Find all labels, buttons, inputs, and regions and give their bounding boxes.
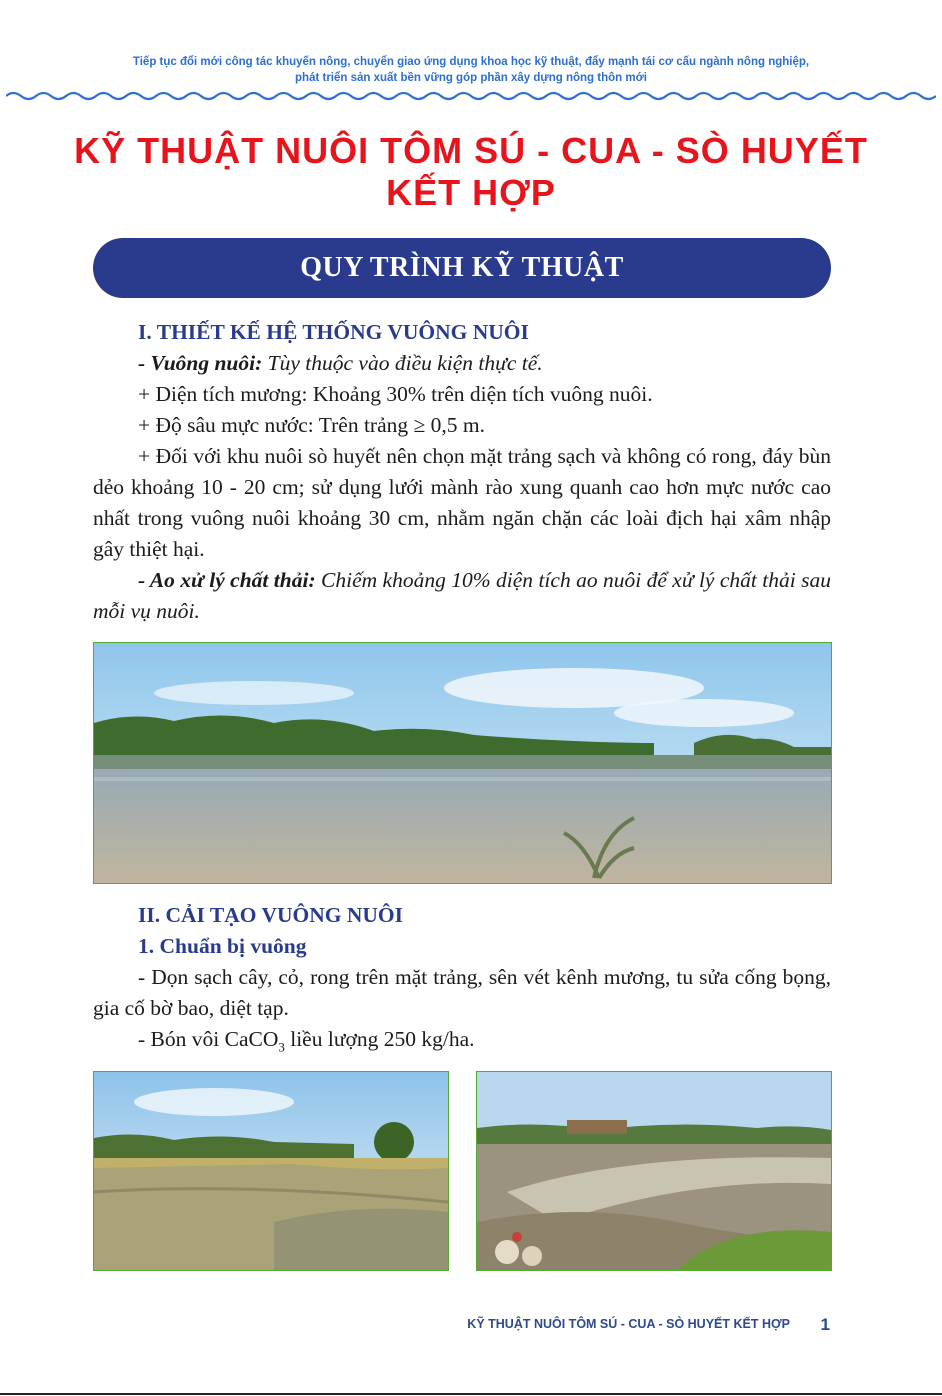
banner-line-2: phát triển sản xuất bền vững góp phần xây dựng nông thôn mới	[295, 72, 647, 84]
page-footer	[467, 1315, 840, 1337]
pond-preparation-photo-right	[476, 1071, 832, 1271]
section-2	[93, 900, 831, 1062]
vuong-nuoi-label: - Vuông nuôi:	[138, 351, 263, 375]
ao-xu-ly-text: Chiếm khoảng 10% diện tích ao nuôi để xử lý chất thải sau mỗi vụ nuôi.	[93, 568, 831, 623]
section-2-heading: II. CẢI TẠO VUÔNG NUÔI	[138, 903, 404, 927]
lime-dose: liều lượng 250 kg/ha.	[284, 1027, 475, 1051]
header-banner	[0, 54, 942, 86]
section-1-para-1	[93, 348, 831, 379]
main-title-line-2: KẾT HỢP	[386, 172, 556, 213]
section-1-para-5	[93, 565, 831, 627]
page-number: 1	[820, 1315, 830, 1334]
section-banner: QUY TRÌNH KỸ THUẬT	[93, 238, 831, 298]
section-2-para-2	[93, 1024, 831, 1062]
lime-subscript: 3	[278, 1039, 285, 1055]
wave-divider	[6, 88, 936, 104]
vuong-nuoi-text: Tùy thuộc vào điều kiện thực tế.	[262, 351, 543, 375]
section-2-para-1: - Dọn sạch cây, cỏ, rong trên mặt trảng, sên vét kênh mương, tu sửa cống bọng, gia cố bờ bao, diệt tạp.	[93, 965, 831, 1020]
pond-photo	[93, 642, 832, 884]
section-2-subheading: 1. Chuẩn bị vuông	[138, 934, 307, 958]
lime-text: - Bón vôi CaCO	[138, 1027, 279, 1051]
main-title-line-1: KỸ THUẬT NUÔI TÔM SÚ - CUA - SÒ HUYẾT	[74, 130, 868, 171]
section-1-para-4: + Đối với khu nuôi sò huyết nên chọn mặt trảng sạch và không có rong, đáy bùn dẻo khoảng 10 - 20 cm; sử dụng lưới mành rào xung quanh cao hơn mực nước cao nhất trong vuông nuôi khoảng 30 cm, nhằm ngăn chặn các loài địch hại xâm nhập gây thiệt hại.	[93, 444, 831, 561]
banner-line-1: Tiếp tục đổi mới công tác khuyến nông, chuyển giao ứng dụng khoa học kỹ thuật, đẩy mạnh tái cơ cấu ngành nông nghiệp,	[132, 56, 810, 68]
footer-title: KỸ THUẬT NUÔI TÔM SÚ - CUA - SÒ HUYẾT KẾT HỢP	[467, 1317, 790, 1331]
bottom-rule	[0, 1393, 942, 1395]
section-1	[93, 317, 831, 627]
ao-xu-ly-label: - Ao xử lý chất thải:	[138, 568, 316, 592]
main-title	[0, 130, 942, 214]
section-1-heading: I. THIẾT KẾ HỆ THỐNG VUÔNG NUÔI	[138, 320, 529, 344]
section-1-para-2: + Diện tích mương: Khoảng 30% trên diện tích vuông nuôi.	[138, 382, 653, 406]
section-1-para-3: + Độ sâu mực nước: Trên trảng ≥ 0,5 m.	[138, 413, 486, 437]
pond-preparation-photo-left	[93, 1071, 449, 1271]
